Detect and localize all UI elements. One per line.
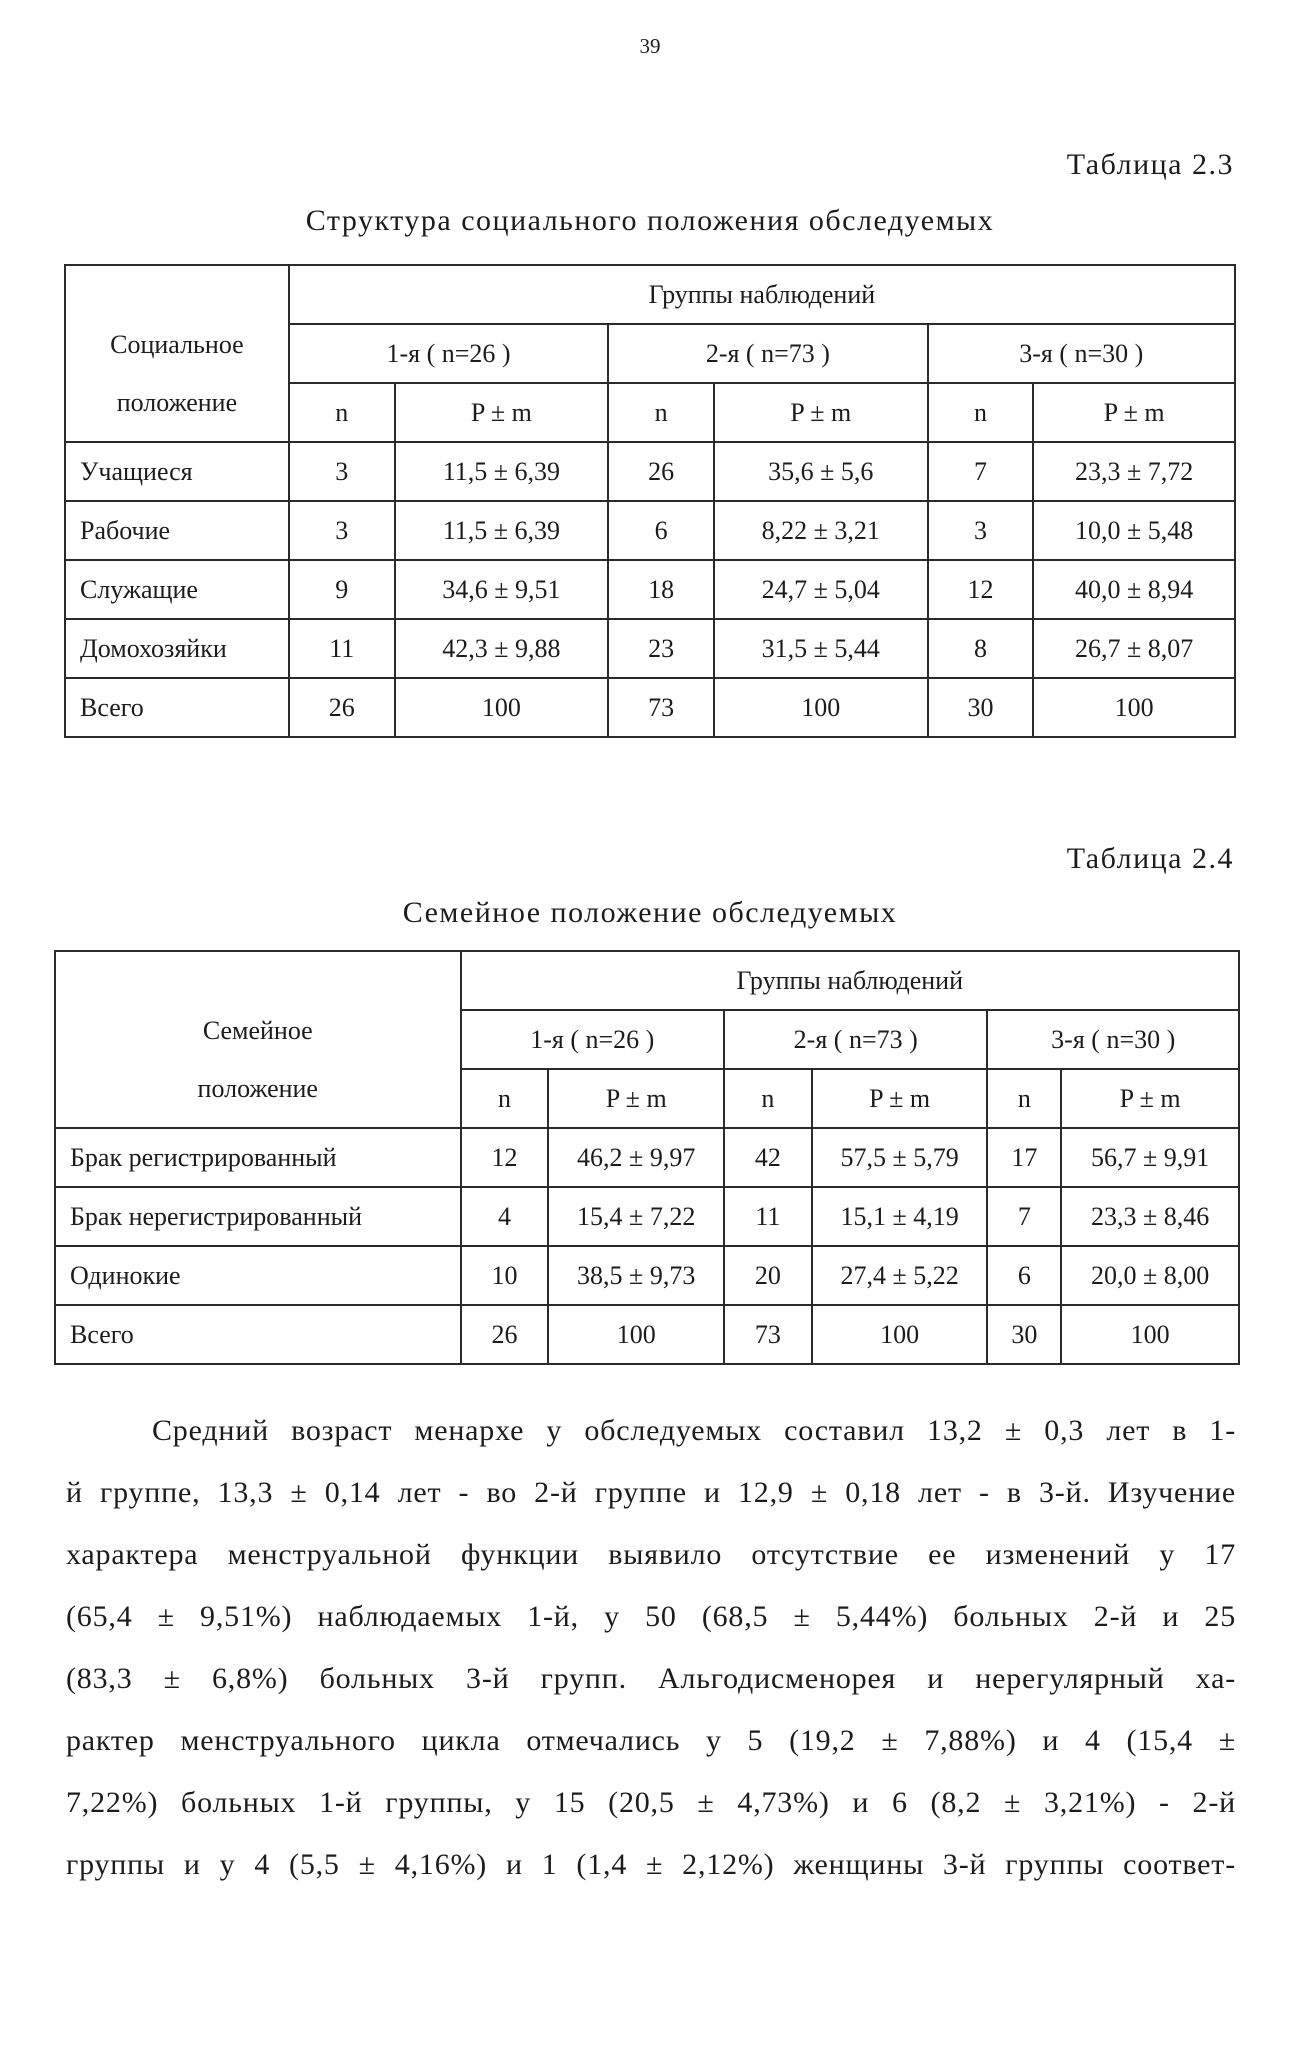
cell: 9: [289, 560, 395, 619]
cell: 6: [608, 501, 714, 560]
cell: 100: [1033, 678, 1235, 737]
cell: 38,5 ± 9,73: [548, 1246, 724, 1305]
cell: 46,2 ± 9,97: [548, 1128, 724, 1187]
cell: 11: [724, 1187, 812, 1246]
cell: 26: [289, 678, 395, 737]
cell: 42: [724, 1128, 812, 1187]
table2-label: Таблица 2.4: [1066, 842, 1234, 875]
cell: 3: [289, 501, 395, 560]
cell: 6: [987, 1246, 1061, 1305]
table-row: [65, 678, 1235, 737]
cell: 12: [461, 1128, 549, 1187]
subheader-n: n: [724, 1069, 812, 1128]
cell: 100: [812, 1305, 988, 1364]
row-label: Всего: [65, 678, 289, 737]
cell: 15,1 ± 4,19: [812, 1187, 988, 1246]
cell: 15,4 ± 7,22: [548, 1187, 724, 1246]
subheader-p: P ± m: [714, 383, 928, 442]
row-header-line1: Социальное: [110, 329, 244, 359]
cell: 18: [608, 560, 714, 619]
table1-title: Структура социального положения обследуемых: [305, 204, 995, 237]
subheader-n: n: [928, 383, 1034, 442]
table-row: [55, 1305, 1239, 1364]
group-header-2: 2-я ( n=73 ): [724, 1010, 987, 1069]
cell: 10,0 ± 5,48: [1033, 501, 1235, 560]
cell: 7: [987, 1187, 1061, 1246]
cell: 8: [928, 619, 1034, 678]
cell: 7: [928, 442, 1034, 501]
cell: 100: [548, 1305, 724, 1364]
paragraph-line: й группе, 13,3 ± 0,14 лет - во 2-й группе и 12,9 ± 0,18 лет - в 3-й. Изучение: [66, 1476, 1236, 1509]
cell: 24,7 ± 5,04: [714, 560, 928, 619]
groups-header: Группы наблюдений: [461, 951, 1239, 1010]
row-header-cell: [65, 265, 289, 442]
row-label: Служащие: [65, 560, 289, 619]
table-row: [65, 619, 1235, 678]
cell: 30: [928, 678, 1034, 737]
cell: 11,5 ± 6,39: [395, 501, 609, 560]
group-header-1: 1-я ( n=26 ): [289, 324, 608, 383]
cell: 35,6 ± 5,6: [714, 442, 928, 501]
subheader-n: n: [461, 1069, 549, 1128]
cell: 8,22 ± 3,21: [714, 501, 928, 560]
row-label: Брак регистрированный: [55, 1128, 461, 1187]
subheader-p: P ± m: [395, 383, 609, 442]
subheader-p: P ± m: [548, 1069, 724, 1128]
group-header-3: 3-я ( n=30 ): [987, 1010, 1239, 1069]
paragraph-line: характера менструальной функции выявило отсутствие ее изменений у 17: [66, 1538, 1236, 1571]
cell: 26,7 ± 8,07: [1033, 619, 1235, 678]
cell: 27,4 ± 5,22: [812, 1246, 988, 1305]
table-row: [55, 1128, 1239, 1187]
cell: 11,5 ± 6,39: [395, 442, 609, 501]
social-status-table: [64, 264, 1236, 738]
subheader-n: n: [289, 383, 395, 442]
cell: 26: [608, 442, 714, 501]
subheader-p: P ± m: [812, 1069, 988, 1128]
cell: 100: [1061, 1305, 1239, 1364]
row-label: Одинокие: [55, 1246, 461, 1305]
cell: 3: [289, 442, 395, 501]
cell: 23,3 ± 8,46: [1061, 1187, 1239, 1246]
cell: 30: [987, 1305, 1061, 1364]
table-row: [65, 501, 1235, 560]
group-header-2: 2-я ( n=73 ): [608, 324, 927, 383]
table2-title: Семейное положение обследуемых: [402, 896, 898, 929]
cell: 26: [461, 1305, 549, 1364]
cell: 57,5 ± 5,79: [812, 1128, 988, 1187]
cell: 31,5 ± 5,44: [714, 619, 928, 678]
cell: 56,7 ± 9,91: [1061, 1128, 1239, 1187]
cell: 42,3 ± 9,88: [395, 619, 609, 678]
row-header-line2: положение: [116, 387, 238, 417]
cell: 12: [928, 560, 1034, 619]
paragraph-line: (65,4 ± 9,51%) наблюдаемых 1-й, у 50 (68,5 ± 5,44%) больных 2-й и 25: [66, 1600, 1236, 1633]
table1-label: Таблица 2.3: [1066, 148, 1234, 181]
cell: 20,0 ± 8,00: [1061, 1246, 1239, 1305]
cell: 100: [714, 678, 928, 737]
table-row: [55, 1246, 1239, 1305]
row-header-line1: Семейное: [202, 1015, 313, 1045]
cell: 11: [289, 619, 395, 678]
table-row: [65, 560, 1235, 619]
group-header-3: 3-я ( n=30 ): [928, 324, 1235, 383]
paragraph-line: группы и у 4 (5,5 ± 4,16%) и 1 (1,4 ± 2,12%) женщины 3-й группы соответ-: [66, 1848, 1236, 1881]
group-header-1: 1-я ( n=26 ): [461, 1010, 724, 1069]
cell: 40,0 ± 8,94: [1033, 560, 1235, 619]
cell: 23,3 ± 7,72: [1033, 442, 1235, 501]
cell: 23: [608, 619, 714, 678]
page-number: 39: [639, 34, 661, 58]
table-row: [65, 442, 1235, 501]
paragraph-line: 7,22%) больных 1-й группы, у 15 (20,5 ± 4,73%) и 6 (8,2 ± 3,21%) - 2-й: [66, 1786, 1236, 1819]
subheader-n: n: [608, 383, 714, 442]
cell: 73: [608, 678, 714, 737]
cell: 73: [724, 1305, 812, 1364]
row-label: Всего: [55, 1305, 461, 1364]
cell: 17: [987, 1128, 1061, 1187]
subheader-p: P ± m: [1061, 1069, 1239, 1128]
subheader-p: P ± m: [1033, 383, 1235, 442]
body-paragraph: [66, 1400, 1236, 1896]
cell: 3: [928, 501, 1034, 560]
row-label: Домохозяйки: [65, 619, 289, 678]
cell: 4: [461, 1187, 549, 1246]
table-row: [55, 1187, 1239, 1246]
cell: 10: [461, 1246, 549, 1305]
paragraph-line: рактер менструального цикла отмечались у 5 (19,2 ± 7,88%) и 4 (15,4 ±: [66, 1724, 1236, 1757]
row-header-cell: [55, 951, 461, 1128]
cell: 100: [395, 678, 609, 737]
subheader-n: n: [987, 1069, 1061, 1128]
paragraph-line: (83,3 ± 6,8%) больных 3-й групп. Альгодисменорея и нерегулярный ха-: [66, 1662, 1236, 1695]
row-label: Рабочие: [65, 501, 289, 560]
row-label: Брак нерегистрированный: [55, 1187, 461, 1246]
row-header-line2: положение: [197, 1073, 318, 1103]
paragraph-line: Средний возраст менархе у обследуемых составил 13,2 ± 0,3 лет в 1-: [152, 1414, 1236, 1447]
marital-status-table: [54, 950, 1240, 1365]
row-label: Учащиеся: [65, 442, 289, 501]
groups-header: Группы наблюдений: [289, 265, 1235, 324]
cell: 34,6 ± 9,51: [395, 560, 609, 619]
cell: 20: [724, 1246, 812, 1305]
